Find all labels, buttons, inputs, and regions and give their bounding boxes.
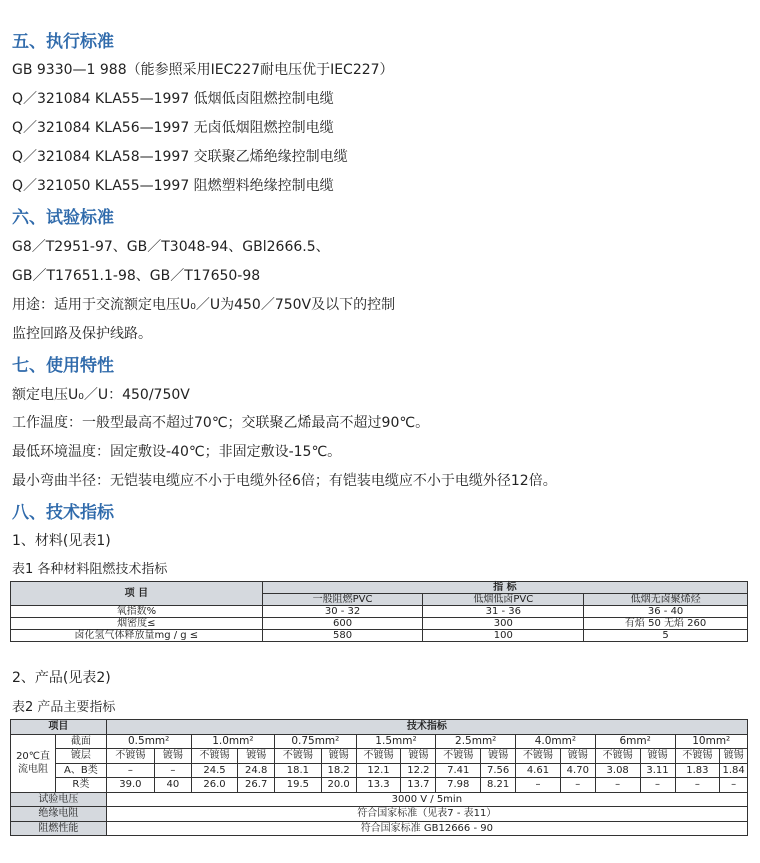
- t2-plating-type: 镀锡: [401, 749, 436, 764]
- t1-cell: 300: [423, 618, 584, 630]
- table-row: [11, 618, 748, 630]
- t1-col-header: 低烟无卤聚烯烃: [584, 594, 748, 606]
- table-row: [11, 630, 748, 642]
- standard-line-2: Q／321084 KLA55—1997 低烟低卤阻燃控制电缆: [12, 91, 334, 107]
- section-5-title: 五、执行标准: [12, 32, 114, 52]
- t2-flame-label: 阻燃性能: [11, 821, 107, 836]
- t2-r-label: R类: [56, 778, 107, 793]
- standard-line-4: Q／321084 KLA58—1997 交联聚乙烯绝缘控制电缆: [12, 149, 348, 165]
- t1-item-header: 项 目: [11, 582, 263, 606]
- t2-r-value: –: [640, 778, 675, 793]
- t2-plating-type: 不镀锡: [675, 749, 720, 764]
- section-8-title: 八、技术指标: [12, 503, 114, 523]
- t2-tech-header: 技术指标: [106, 720, 747, 735]
- standard-line-3: Q／321084 KLA56—1997 无卤低烟阻燃控制电缆: [12, 120, 334, 136]
- t2-size-header: 4.0mm²: [516, 734, 596, 749]
- table-1-flame-retardant-materials: [10, 581, 748, 642]
- t2-plating-type: 不镀锡: [191, 749, 238, 764]
- t2-plating-label: 镀层: [56, 749, 107, 764]
- t2-ab-value: 24.5: [191, 763, 238, 778]
- t2-plating-type: 镀锡: [720, 749, 748, 764]
- t2-ab-value: 12.2: [401, 763, 436, 778]
- t1-row-label: 氧指数%: [11, 606, 263, 618]
- section-7-title: 七、使用特性: [12, 356, 114, 376]
- t2-plating-type: 镀锡: [155, 749, 192, 764]
- t2-ab-value: 12.1: [356, 763, 401, 778]
- t2-ab-value: 4.61: [516, 763, 561, 778]
- standard-line-1: GB 9330—1 988（能参照采用IEC227耐电压优于IEC227）: [12, 62, 394, 78]
- t2-insulation-label: 绝缘电阻: [11, 807, 107, 822]
- t2-size-header: 1.5mm²: [356, 734, 436, 749]
- t2-plating-type: 不镀锡: [356, 749, 401, 764]
- min-bending-radius: 最小弯曲半径：无铠装电缆应不小于电缆外径6倍；有铠装电缆应不小于电缆外径12倍。: [12, 473, 557, 489]
- working-temperature: 工作温度：一般型最高不超过70℃；交联聚乙烯最高不超过90℃。: [12, 415, 430, 431]
- t1-cell: 有焰 50 无焰 260: [584, 618, 748, 630]
- t2-r-value: –: [720, 778, 748, 793]
- t2-r-value: 40: [155, 778, 192, 793]
- t2-plating-type: 镀锡: [640, 749, 675, 764]
- t2-size-header: 6mm²: [595, 734, 675, 749]
- t2-ab-value: 24.8: [238, 763, 275, 778]
- t1-cell: 580: [262, 630, 423, 642]
- t2-r-value: 26.7: [238, 778, 275, 793]
- table-2-caption: 表2 产品主要指标: [12, 700, 116, 715]
- t2-ab-value: 18.1: [275, 763, 322, 778]
- t1-cell: 600: [262, 618, 423, 630]
- t2-resistance-label-line2: 流电阻: [18, 764, 49, 775]
- t2-ab-value: 3.08: [595, 763, 640, 778]
- t2-ab-value: 1.83: [675, 763, 720, 778]
- t1-cell: 5: [584, 630, 748, 642]
- t2-r-value: 19.5: [275, 778, 322, 793]
- t2-plating-type: 镀锡: [321, 749, 356, 764]
- standard-line-5: Q／321050 KLA55—1997 阻燃塑料绝缘控制电缆: [12, 178, 334, 194]
- t2-r-value: 26.0: [191, 778, 238, 793]
- test-standard-line-1: G8／T2951-97、GB／T3048-94、GBl2666.5、: [12, 239, 330, 255]
- t1-cell: 31 - 36: [423, 606, 584, 618]
- t2-r-value: –: [675, 778, 720, 793]
- rated-voltage: 额定电压U₀／U：450/750V: [12, 387, 190, 403]
- t2-ab-value: 3.11: [640, 763, 675, 778]
- t2-ab-value: 7.56: [481, 763, 516, 778]
- t2-test-voltage-label: 试验电压: [11, 792, 107, 807]
- t2-section-label: 截面: [56, 734, 107, 749]
- t2-plating-type: 镀锡: [481, 749, 516, 764]
- table-2-product-specs: [10, 719, 748, 836]
- t1-row-label: 烟密度≤: [11, 618, 263, 630]
- t2-ab-label: A、B类: [56, 763, 107, 778]
- t2-plating-type: 镀锡: [560, 749, 595, 764]
- t2-plating-type: 不镀锡: [436, 749, 481, 764]
- materials-subheading: 1、材料(见表1): [12, 533, 111, 549]
- t1-row-label: 卤化氢气体释放量mg / g ≤: [11, 630, 263, 642]
- t2-ab-value: 4.70: [560, 763, 595, 778]
- t1-cell: 30 - 32: [262, 606, 423, 618]
- t2-size-header: 0.5mm²: [106, 734, 191, 749]
- t2-ab-value: –: [106, 763, 154, 778]
- t1-index-header: 指 标: [262, 582, 747, 594]
- t2-r-value: 39.0: [106, 778, 154, 793]
- t2-r-value: 20.0: [321, 778, 356, 793]
- t2-insulation-value: 符合国家标准（见表7 - 表11）: [106, 807, 747, 822]
- t1-cell: 36 - 40: [584, 606, 748, 618]
- t2-ab-value: 1.84: [720, 763, 748, 778]
- t2-ab-value: 18.2: [321, 763, 356, 778]
- t2-r-value: –: [516, 778, 561, 793]
- t2-test-voltage-value: 3000 V / 5min: [106, 792, 747, 807]
- t2-plating-type: 不镀锡: [516, 749, 561, 764]
- t1-cell: 100: [423, 630, 584, 642]
- t2-plating-type: 不镀锡: [106, 749, 154, 764]
- t1-col-header: 一般阻燃PVC: [262, 594, 423, 606]
- t2-r-value: 8.21: [481, 778, 516, 793]
- t2-r-value: 13.7: [401, 778, 436, 793]
- t1-col-header: 低烟低卤PVC: [423, 594, 584, 606]
- table-row: [11, 606, 748, 618]
- t2-size-header: 2.5mm²: [436, 734, 516, 749]
- t2-r-value: 7.98: [436, 778, 481, 793]
- t2-plating-type: 镀锡: [238, 749, 275, 764]
- t2-size-header: 0.75mm²: [275, 734, 357, 749]
- usage-line-2: 监控回路及保护线路。: [12, 326, 152, 342]
- t2-ab-value: –: [155, 763, 192, 778]
- table-1-caption: 表1 各种材料阻燃技术指标: [12, 562, 168, 577]
- t2-size-header: 10mm²: [675, 734, 748, 749]
- products-subheading: 2、产品(见表2): [12, 670, 111, 686]
- usage-line-1: 用途：适用于交流额定电压U₀／U为450／750V及以下的控制: [12, 297, 396, 313]
- t2-item-header: 项目: [11, 720, 107, 735]
- t2-r-value: –: [595, 778, 640, 793]
- table-row: [11, 763, 748, 778]
- test-standard-line-2: GB／T17651.1-98、GB／T17650-98: [12, 268, 261, 284]
- t2-size-header: 1.0mm²: [191, 734, 274, 749]
- t2-ab-value: 7.41: [436, 763, 481, 778]
- t2-r-value: –: [560, 778, 595, 793]
- min-ambient-temperature: 最低环境温度：固定敷设-40℃；非固定敷设-15℃。: [12, 444, 342, 460]
- table-row: [11, 778, 748, 793]
- section-6-title: 六、试验标准: [12, 208, 114, 228]
- t2-plating-type: 不镀锡: [595, 749, 640, 764]
- t2-flame-value: 符合国家标准 GB12666 - 90: [106, 821, 747, 836]
- t2-resistance-label: [11, 734, 56, 792]
- t2-plating-type: 不镀锡: [275, 749, 322, 764]
- t2-resistance-label-line1: 20℃直: [16, 751, 51, 762]
- t2-r-value: 13.3: [356, 778, 401, 793]
